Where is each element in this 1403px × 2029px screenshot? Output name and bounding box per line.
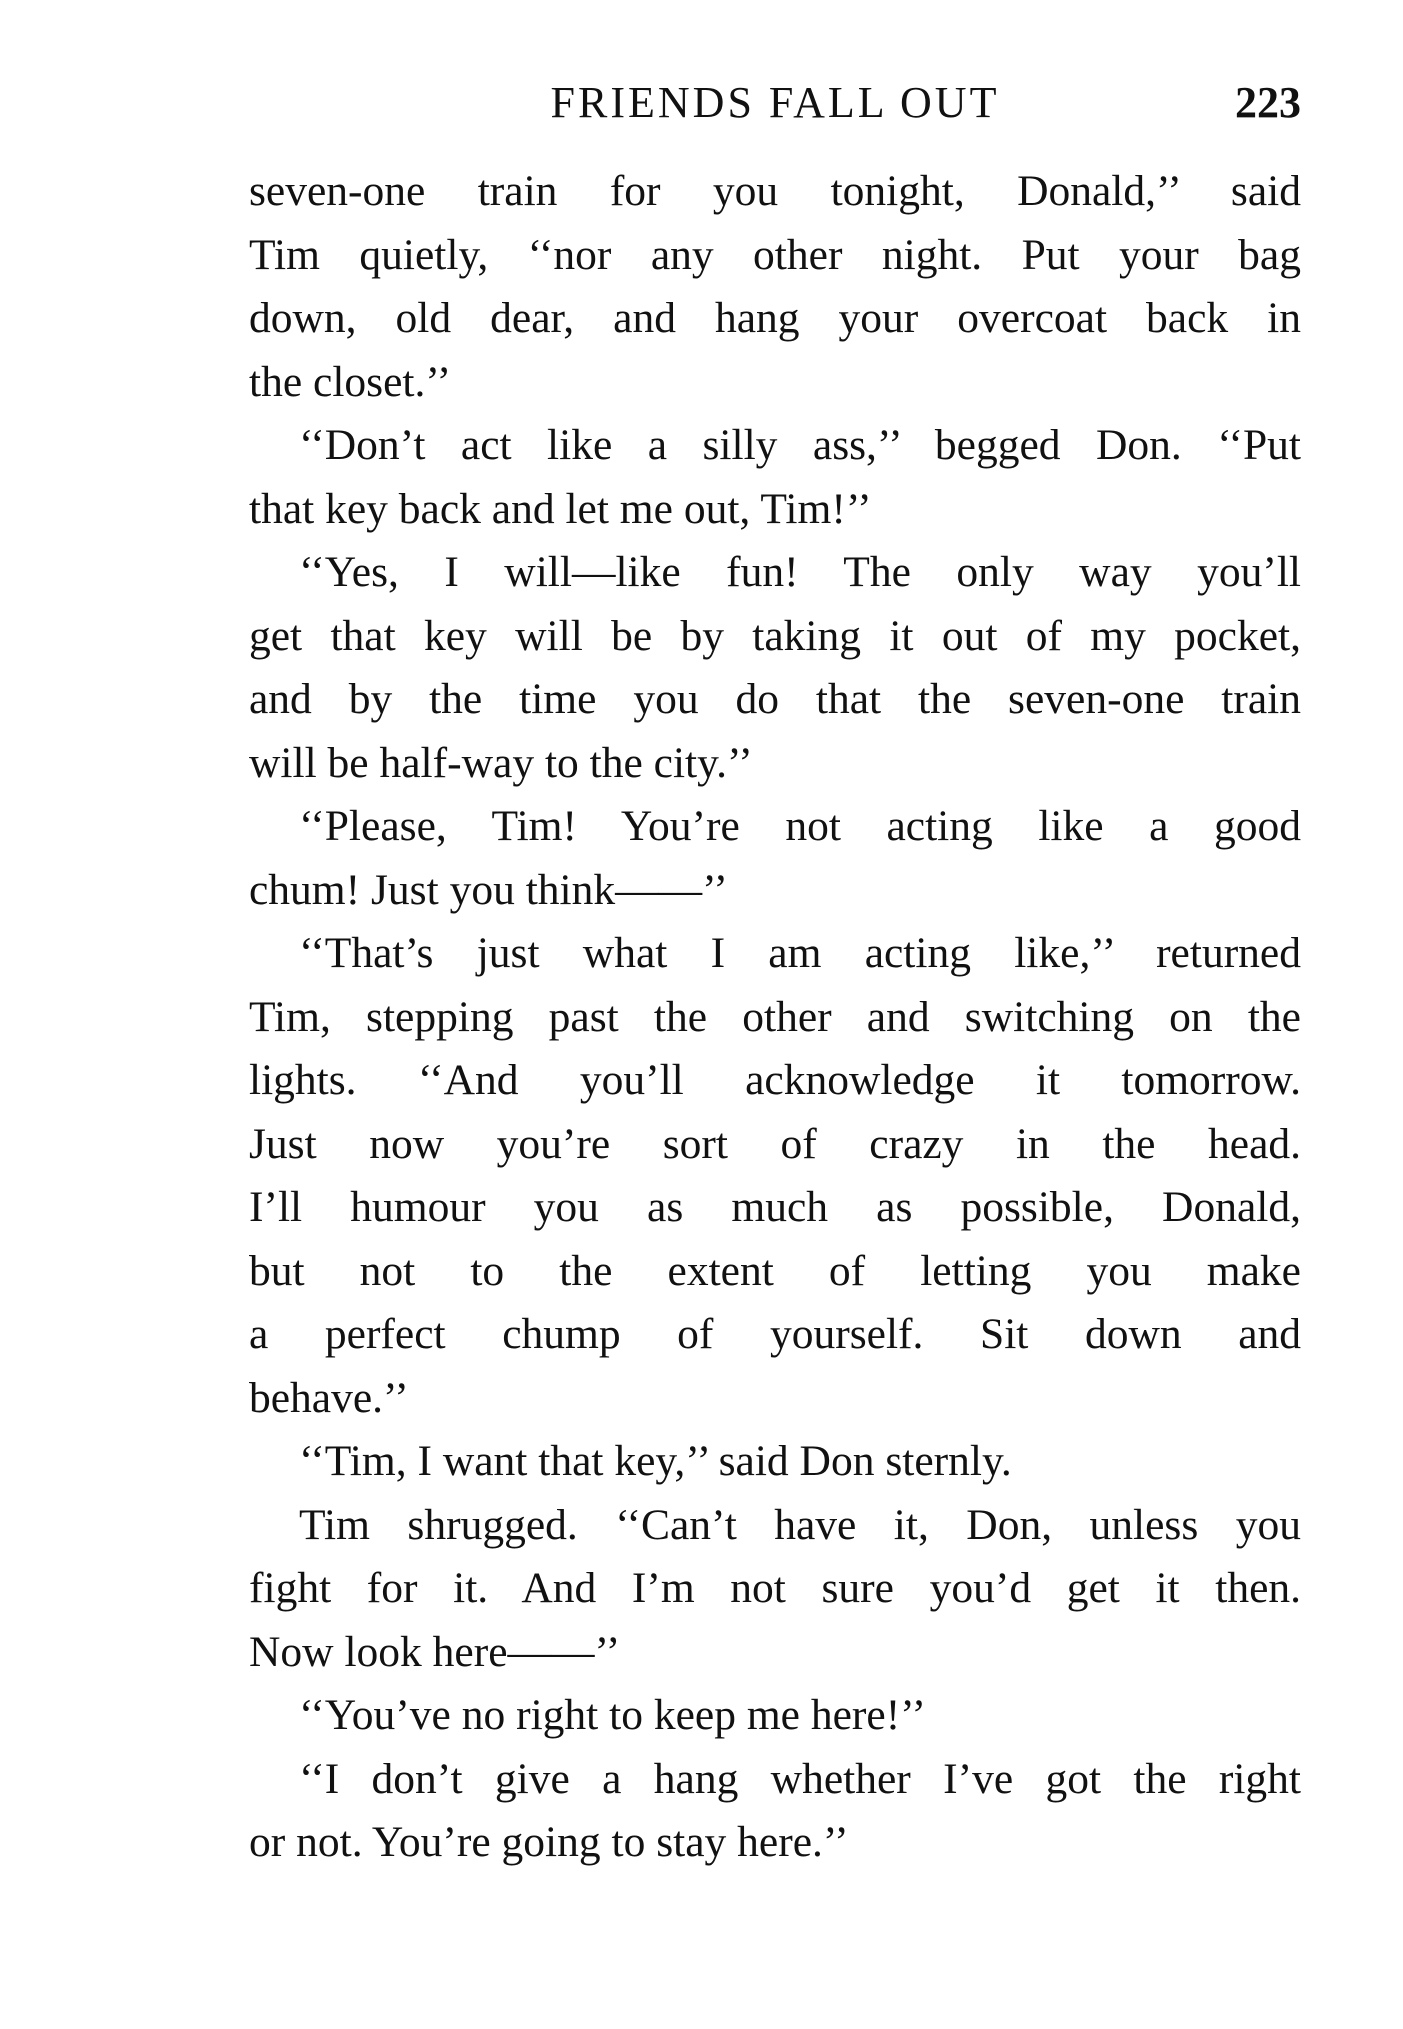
text-line: seven-one train for you tonight, Donald,’’ said bbox=[249, 167, 1301, 215]
text-line: will be half-way to the city.’’ bbox=[249, 738, 753, 787]
text-line: that key back and let me out, Tim!’’ bbox=[249, 484, 872, 533]
text-line: ‘‘I don’t give a hang whether I’ve got the right bbox=[299, 1754, 1301, 1803]
text-line: ‘‘You’ve no right to keep me here!’’ bbox=[299, 1691, 926, 1739]
text-line: chum! Just you think——’’ bbox=[249, 865, 728, 914]
text-line: the closet.’’ bbox=[249, 357, 452, 406]
page-number: 223 bbox=[1235, 78, 1301, 127]
running-head bbox=[249, 68, 1301, 138]
text-line: ‘‘Please, Tim! You’re not acting like a good bbox=[299, 802, 1301, 850]
text-line: ‘‘Tim, I want that key,’’ said Don sternly. bbox=[299, 1437, 1012, 1485]
text-line: I’ll humour you as much as possible, Donald, bbox=[249, 1183, 1301, 1231]
text-line: fight for it. And I’m not sure you’d get it then. bbox=[249, 1564, 1301, 1612]
text-line: get that key will be by taking it out of my pocket, bbox=[249, 611, 1301, 660]
text-line: down, old dear, and hang your overcoat back in bbox=[249, 294, 1301, 342]
text-line: but not to the extent of letting you make bbox=[249, 1246, 1301, 1295]
text-line: ‘‘Yes, I will—like fun! The only way you’ll bbox=[299, 548, 1301, 596]
body-text bbox=[249, 160, 1301, 1875]
text-line: Just now you’re sort of crazy in the head. bbox=[249, 1119, 1301, 1168]
text-line: ‘‘That’s just what I am acting like,’’ returned bbox=[299, 929, 1301, 977]
text-line: a perfect chump of yourself. Sit down and bbox=[249, 1310, 1301, 1358]
text-line: or not. You’re going to stay here.’’ bbox=[249, 1818, 849, 1866]
text-line: Tim, stepping past the other and switching on the bbox=[249, 992, 1301, 1041]
text-line: Tim quietly, ‘‘nor any other night. Put your bag bbox=[249, 230, 1301, 279]
text-line: behave.’’ bbox=[249, 1373, 409, 1422]
text-line: and by the time you do that the seven-one train bbox=[249, 675, 1301, 723]
chapter-title: FRIENDS FALL OUT bbox=[550, 78, 1000, 127]
text-line: Now look here——’’ bbox=[249, 1627, 621, 1676]
text-line: Tim shrugged. ‘‘Can’t have it, Don, unless you bbox=[299, 1500, 1301, 1549]
text-line: ‘‘Don’t act like a silly ass,’’ begged Don. ‘‘Put bbox=[299, 421, 1301, 469]
text-line: lights. ‘‘And you’ll acknowledge it tomorrow. bbox=[249, 1056, 1301, 1104]
